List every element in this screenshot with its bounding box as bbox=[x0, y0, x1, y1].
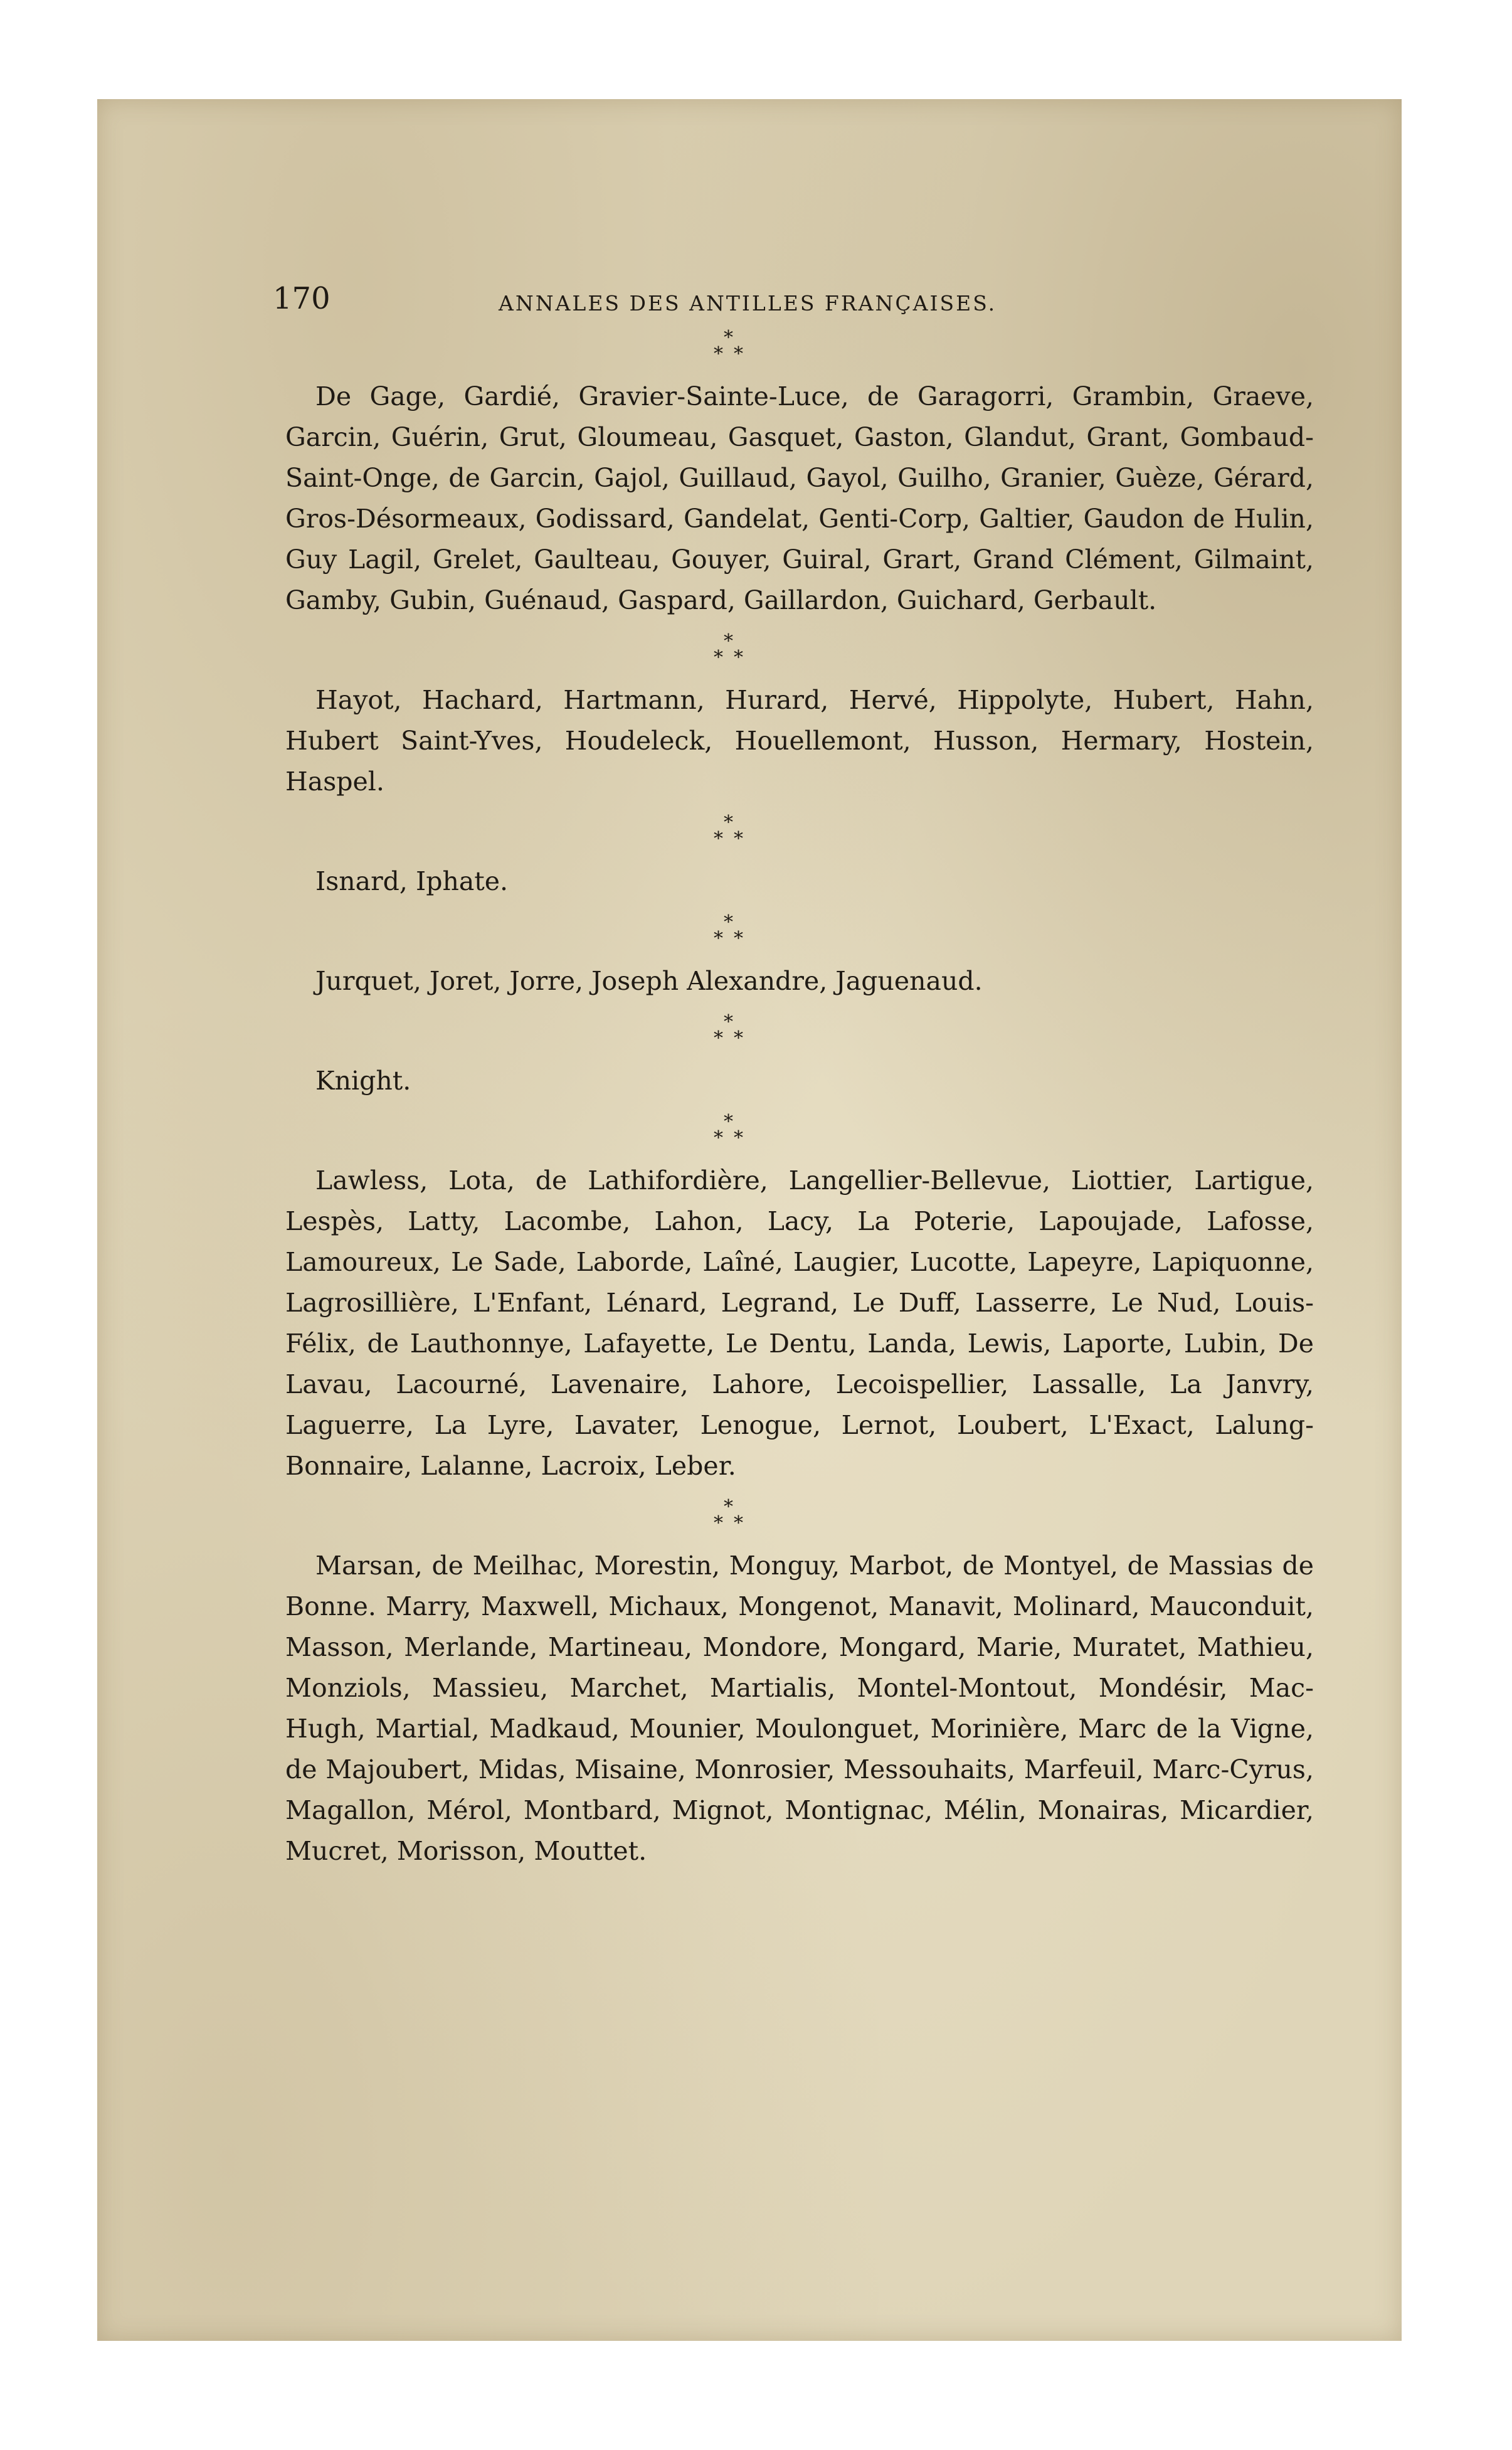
section-separator: * * * bbox=[714, 911, 743, 950]
section-paragraph-i: Isnard, Iphate. bbox=[315, 866, 509, 896]
page-number: 170 bbox=[273, 281, 330, 316]
section-separator: * * * bbox=[714, 1111, 743, 1149]
section-paragraph-g: De Gage, Gardié, Gravier-Sainte-Luce, de Garagorri, Grambin, Graeve, Garcin, Guérin, Grut, Gloumeau, Gasquet, Gaston, Glandut, Grant, Gombaud-Saint-Onge, de Garcin, Gajol, Guillaud, Gayol, Guilho, Granier, Guèze, Gérard, Gros-Désormeaux, Godissard, Gandelat, Genti-Corp, Galtier, Gaudon de Hulin, Guy Lagil, Grelet, Gaulteau, Gouyer, Guiral, Grart, Grand Clément, Gilmaint, Gamby, Gubin, Guénaud, Gaspard, Gaillardon, Guichard, Gerbault. bbox=[285, 381, 1314, 615]
section-paragraph-l: Lawless, Lota, de Lathifordière, Langellier-Bellevue, Liottier, Lartigue, Lespès, Latty, Lacombe, Lahon, Lacy, La Poterie, Lapoujade, Lafosse, Lamoureux, Le Sade, Laborde, Laîné, Laugier, Lucotte, Lapeyre, Lapiquonne, Lagrosillière, L'Enfant, Lénard, Legrand, Le Duff, Lasserre, Le Nud, Louis-Félix, de Lauthonnye, Lafayette, Le Dentu, Landa, Lewis, Laporte, Lubin, De Lavau, Lacourné, Lavenaire, Lahore, Lecoispellier, Lassalle, La Janvry, Laguerre, La Lyre, Lavater, Lenogue, Lernot, Loubert, L'Exact, Lalung-Bonnaire, Lalanne, Lacroix, Leber. bbox=[285, 1165, 1314, 1481]
section-separator: * * * bbox=[714, 812, 743, 850]
page-content bbox=[273, 276, 1314, 1880]
journal-title: ANNALES DES ANTILLES FRANÇAISES. bbox=[499, 291, 997, 316]
section-separator: * * * bbox=[714, 327, 743, 365]
section-separator: * * * bbox=[714, 630, 743, 669]
running-head bbox=[273, 276, 1314, 326]
section-paragraph-h: Hayot, Hachard, Hartmann, Hurard, Hervé, Hippolyte, Hubert, Hahn, Hubert Saint-Yves, Houdeleck, Houellemont, Husson, Hermary, Hostein, Haspel. bbox=[285, 685, 1314, 797]
section-separator: * * * bbox=[714, 1011, 743, 1049]
section-paragraph-k: Knight. bbox=[315, 1066, 411, 1096]
section-separator: * * * bbox=[714, 1496, 743, 1534]
section-paragraph-j: Jurquet, Joret, Jorre, Joseph Alexandre, Jaguenaud. bbox=[315, 966, 983, 996]
section-paragraph-m: Marsan, de Meilhac, Morestin, Monguy, Marbot, de Montyel, de Massias de Bonne. Marry, Maxwell, Michaux, Mongenot, Manavit, Molinard, Mauconduit, Masson, Merlande, Martineau, Mondore, Mongard, Marie, Muratet, Mathieu, Monziols, Massieu, Marchet, Martialis, Montel-Montout, Mondésir, Mac-Hugh, Martial, Madkaud, Mounier, Moulonguet, Morinière, Marc de la Vigne, de Majoubert, Midas, Misaine, Monrosier, Messouhaits, Marfeuil, Marc-Cyrus, Magallon, Mérol, Montbard, Mignot, Montignac, Mélin, Monairas, Micardier, Mucret, Morisson, Mouttet. bbox=[285, 1551, 1314, 1866]
